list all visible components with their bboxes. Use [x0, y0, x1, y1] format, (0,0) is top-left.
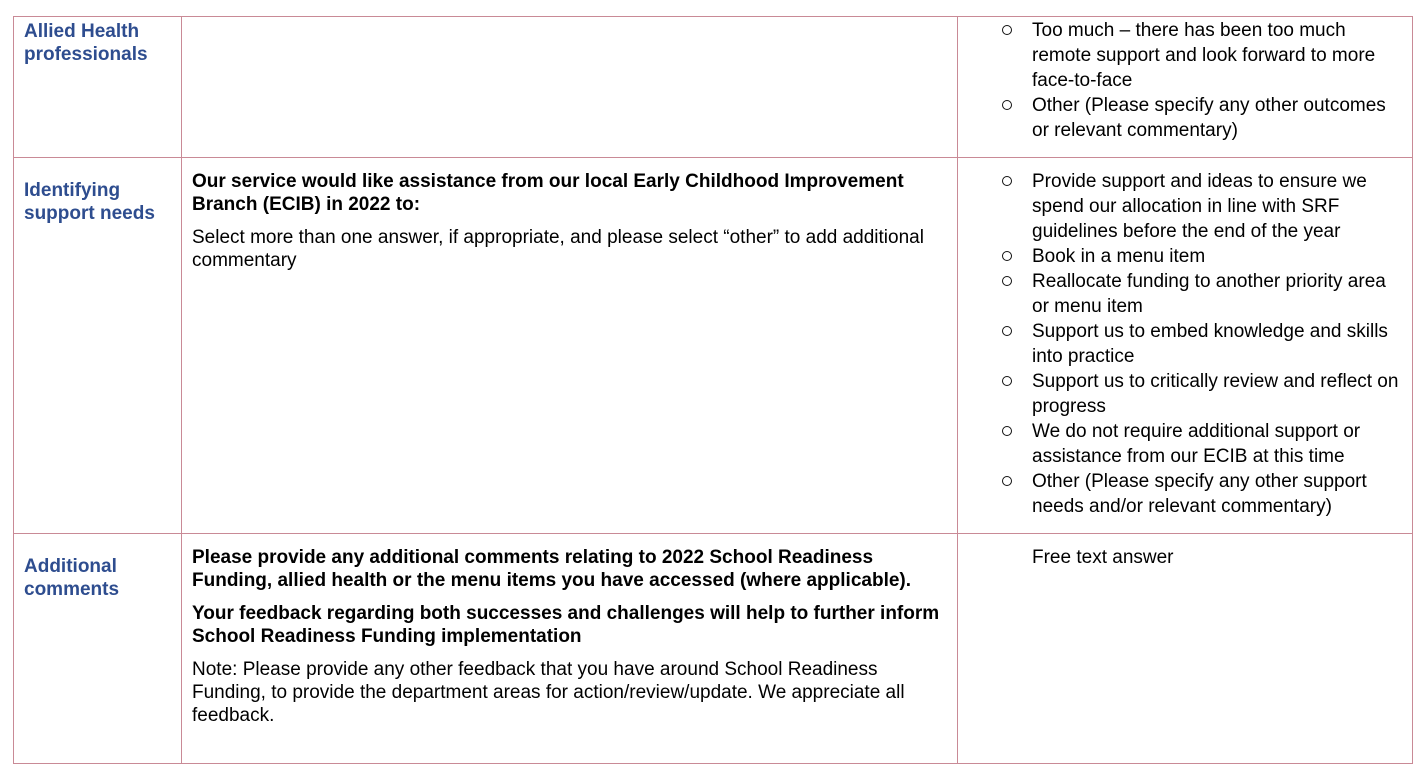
- option-other[interactable]: [958, 93, 1404, 143]
- option-reallocate-funding[interactable]: [958, 269, 1404, 319]
- row-label-cell: [14, 17, 182, 158]
- note-text: Note: Please provide any other feedback that you have around School Readiness Funding, to provide the department areas for action/review/update. We appreciate all feedback.: [192, 659, 905, 726]
- radio-circle-icon[interactable]: [1002, 426, 1012, 436]
- instruction-text: Select more than one answer, if appropriate, and please select “other” to add additional commentary: [192, 227, 924, 271]
- question-text-secondary: Your feedback regarding both successes and challenges will help to further inform School Readiness Funding implementation: [192, 603, 940, 647]
- row-label-cell: [14, 534, 182, 764]
- option-label: We do not require additional support or assistance from our ECIB at this time: [1032, 421, 1361, 467]
- option-other[interactable]: [958, 469, 1404, 519]
- question-text: Please provide any additional comments relating to 2022 School Readiness Funding, allied health or the menu items you have accessed (where applicable).: [192, 547, 912, 591]
- option-label: Other (Please specify any other support needs and/or relevant commentary): [1032, 471, 1367, 517]
- radio-circle-icon[interactable]: [1002, 251, 1012, 261]
- option-list: [958, 17, 1412, 143]
- option-label: Other (Please specify any other outcomes or relevant commentary): [1032, 95, 1386, 141]
- option-critically-review[interactable]: [958, 369, 1404, 419]
- radio-circle-icon[interactable]: [1002, 376, 1012, 386]
- radio-circle-icon[interactable]: [1002, 276, 1012, 286]
- option-label: Support us to critically review and reflect on progress: [1032, 371, 1399, 417]
- option-embed-knowledge[interactable]: [958, 319, 1404, 369]
- row-label: Identifying support needs: [24, 180, 155, 224]
- option-too-much[interactable]: [958, 18, 1404, 93]
- options-cell: [958, 17, 1413, 158]
- survey-table: [13, 16, 1413, 764]
- free-text-answer[interactable]: Free text answer: [1032, 547, 1174, 568]
- options-cell: [958, 158, 1413, 534]
- option-label: Support us to embed knowledge and skills into practice: [1032, 321, 1388, 367]
- option-label: Reallocate funding to another priority area or menu item: [1032, 271, 1386, 317]
- option-label: Book in a menu item: [1032, 246, 1206, 267]
- option-no-support[interactable]: [958, 419, 1404, 469]
- question-text: Our service would like assistance from our local Early Childhood Improvement Branch (ECIB) in 2022 to:: [192, 171, 904, 215]
- radio-circle-icon[interactable]: [1002, 476, 1012, 486]
- option-book-menu-item[interactable]: [958, 244, 1404, 269]
- question-cell: [182, 534, 958, 764]
- radio-circle-icon[interactable]: [1002, 176, 1012, 186]
- row-additional-comments: [14, 534, 1413, 764]
- row-label: Allied Health professionals: [24, 21, 148, 65]
- row-label-cell: [14, 158, 182, 534]
- option-provide-support[interactable]: [958, 169, 1404, 244]
- row-label: Additional comments: [24, 556, 120, 600]
- option-list: [958, 158, 1412, 519]
- option-label: Too much – there has been too much remote support and look forward to more face-to-face: [1032, 20, 1376, 91]
- answer-cell[interactable]: [958, 534, 1413, 764]
- row-identifying-support-needs: [14, 158, 1413, 534]
- radio-circle-icon[interactable]: [1002, 100, 1012, 110]
- question-cell: [182, 158, 958, 534]
- question-cell: [182, 17, 958, 158]
- radio-circle-icon[interactable]: [1002, 25, 1012, 35]
- option-label: Provide support and ideas to ensure we spend our allocation in line with SRF guidelines before the end of the year: [1032, 171, 1367, 242]
- radio-circle-icon[interactable]: [1002, 326, 1012, 336]
- row-allied-health: [14, 17, 1413, 158]
